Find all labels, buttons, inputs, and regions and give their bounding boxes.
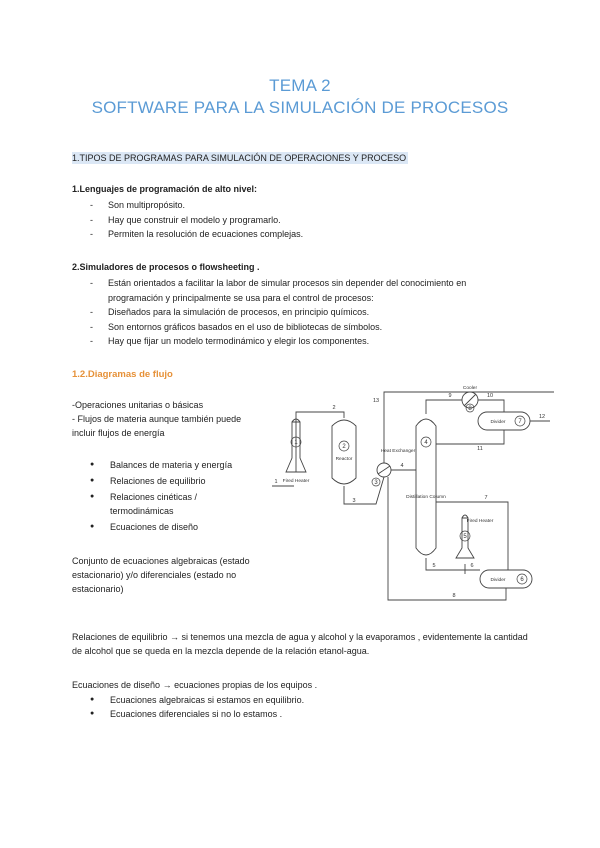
list-item: - Son entornos gráficos basados en el uso de bibliotecas de símbolos. bbox=[72, 320, 512, 335]
stream-9 bbox=[426, 400, 462, 414]
list-item: ● Ecuaciones algebraicas si estamos en equilibrio. bbox=[90, 693, 510, 707]
stream-11 bbox=[436, 430, 504, 444]
list-item: ● Balances de materia y energía bbox=[90, 458, 240, 472]
unit-label: Fired Heater bbox=[282, 479, 310, 484]
subsection-languages-title: 1.Lenguajes de programación de alto nivel: bbox=[72, 184, 258, 194]
list-item: - Están orientados a facilitar la labor de simular procesos sin depender del conocimiento en programación y principalmente se usa para el control de procesos: bbox=[72, 276, 512, 305]
unit-label: Heat Exchanger bbox=[380, 449, 416, 454]
stream-number: 4 bbox=[400, 463, 404, 469]
stream-number: 12 bbox=[538, 414, 546, 420]
stream-number: 8 bbox=[452, 593, 456, 599]
stream-number: 10 bbox=[486, 393, 494, 399]
unit-number: 3 bbox=[374, 480, 378, 486]
simulators-list bbox=[72, 276, 512, 349]
unit-number: 6 bbox=[520, 577, 524, 583]
ecuaciones-bullets bbox=[90, 693, 510, 721]
unit-number: 8 bbox=[468, 406, 472, 412]
stream-number: 1 bbox=[274, 479, 278, 485]
conjunto-paragraph: Conjunto de ecuaciones algebraicas (estado estacionario) y/o diferenciales (estado no estacionario) bbox=[72, 556, 250, 594]
stream-number: 13 bbox=[372, 398, 380, 404]
stream-3 bbox=[344, 477, 384, 504]
list-item: - Permiten la resolución de ecuaciones complejas. bbox=[72, 227, 512, 242]
ecuaciones-paragraph: Ecuaciones de diseño → ecuaciones propias de los equipos . bbox=[72, 680, 318, 690]
unit-label: Divider bbox=[490, 420, 506, 425]
stream-10 bbox=[478, 400, 504, 412]
stream-number: 2 bbox=[332, 405, 336, 411]
unit-label: Divider bbox=[490, 578, 506, 583]
process-flow-diagram bbox=[258, 378, 554, 604]
list-item: - Diseñados para la simulación de procesos, en principio químicos. bbox=[72, 305, 512, 320]
unit-number: 1 bbox=[294, 440, 298, 446]
reactor-shape bbox=[332, 420, 356, 484]
unit-label: Fired Heater bbox=[466, 519, 494, 524]
stream-number: 11 bbox=[477, 446, 483, 452]
list-item: - Hay que construir el modelo y programarlo. bbox=[72, 213, 512, 228]
stream-number: 5 bbox=[432, 563, 436, 569]
unit-number: 7 bbox=[518, 419, 522, 425]
unit-label: Distillation Column bbox=[406, 495, 446, 500]
stream-number: 6 bbox=[470, 563, 474, 569]
list-item: ● Relaciones cinéticas / termodinámicas bbox=[90, 490, 240, 518]
section-1-2-heading: 1.2.Diagramas de flujo bbox=[72, 369, 173, 380]
unit-number: 2 bbox=[342, 444, 346, 450]
relaciones-paragraph: Relaciones de equilibrio → si tenemos una mezcla de agua y alcohol y la evaporamos , evidentemente la cantidad de alcohol que se queda en la mezcla depende de la relación etanol-agua. bbox=[72, 632, 528, 656]
section-1-heading: 1.TIPOS DE PROGRAMAS PARA SIMULACIÓN DE OPERACIONES Y PROCESO bbox=[72, 153, 407, 163]
list-item: ● Ecuaciones diferenciales si no lo estamos . bbox=[90, 707, 510, 721]
unit-number: 4 bbox=[424, 440, 428, 446]
list-item: ● Ecuaciones de diseño bbox=[90, 520, 240, 534]
unit-label: Cooler bbox=[462, 386, 478, 391]
list-item: - Hay que fijar un modelo termodinámico y elegir los componentes. bbox=[72, 334, 512, 349]
divider-bottom-shape bbox=[480, 570, 532, 588]
document-title: TEMA 2 bbox=[269, 76, 331, 95]
unit-label: Reactor bbox=[335, 457, 353, 462]
subsection-simulators-title: 2.Simuladores de procesos o flowsheeting . bbox=[72, 262, 260, 272]
document-subtitle: SOFTWARE PARA LA SIMULACIÓN DE PROCESOS bbox=[91, 98, 509, 117]
intro-line-2: - Flujos de materia aunque también puede incluir flujos de energía bbox=[72, 414, 242, 438]
list-item: ● Relaciones de equilibrio bbox=[90, 474, 240, 488]
stream-7 bbox=[436, 502, 508, 570]
stream-number: 9 bbox=[448, 393, 452, 399]
list-item: - Son multipropósito. bbox=[72, 198, 512, 213]
stream-number: 3 bbox=[352, 498, 356, 504]
unit-number: 5 bbox=[463, 534, 467, 540]
stream-number: 7 bbox=[484, 495, 488, 501]
stream-2 bbox=[296, 412, 344, 472]
intro-line-1: -Operaciones unitarias o básicas bbox=[72, 400, 204, 410]
flow-bullets bbox=[90, 458, 240, 534]
languages-list bbox=[72, 198, 512, 242]
